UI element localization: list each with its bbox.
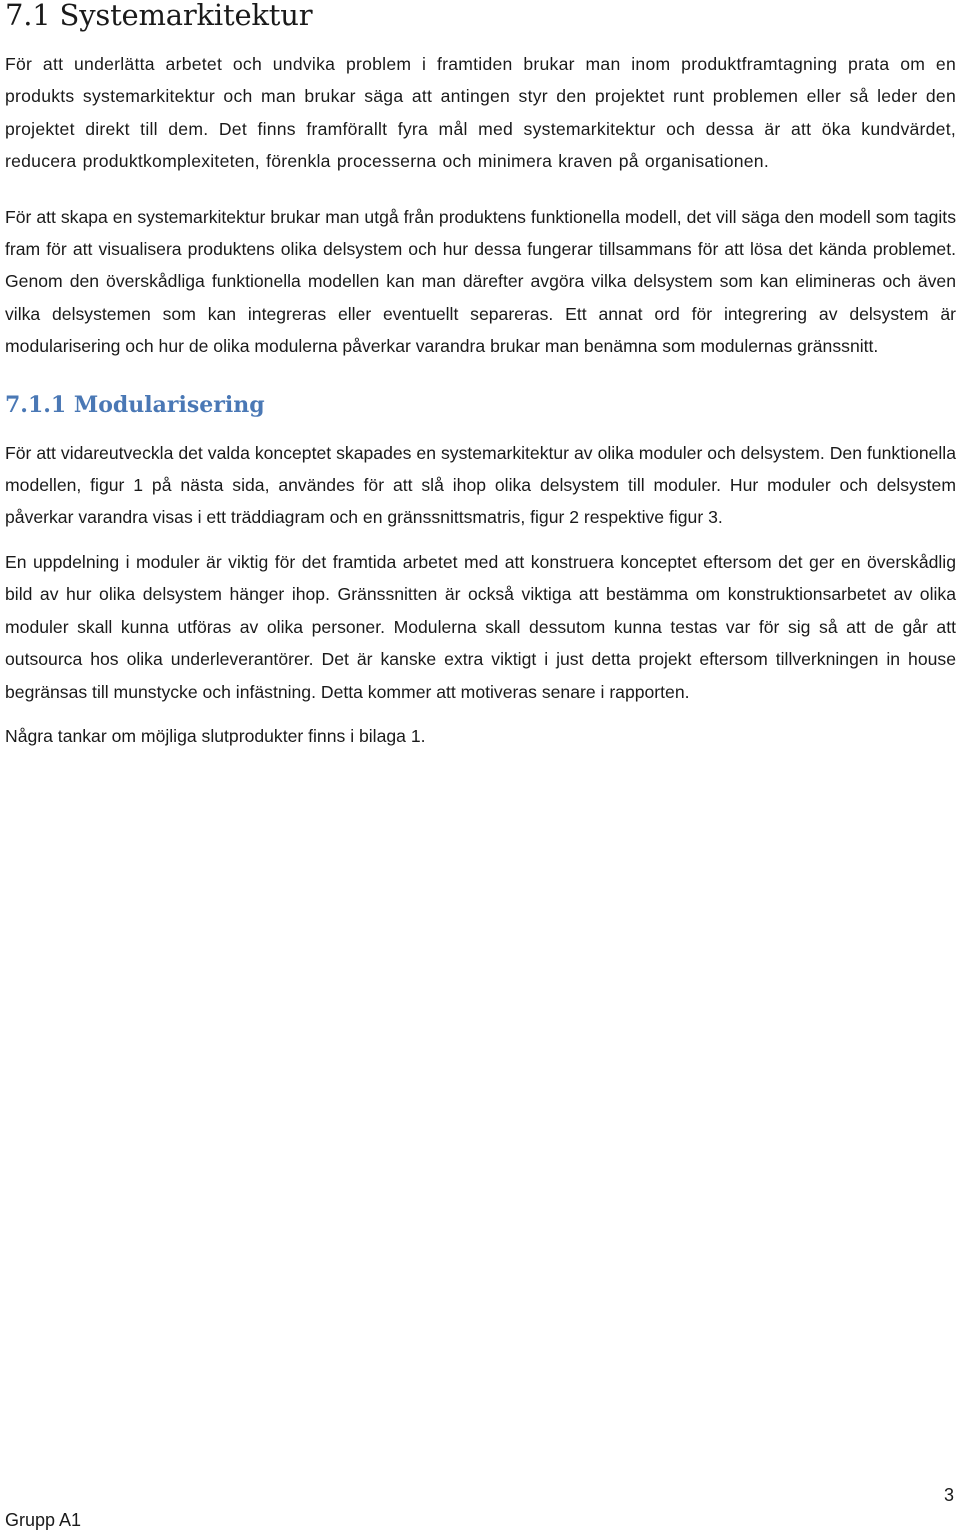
modularisering-paragraph-2: En uppdelning i moduler är viktig för det framtida arbetet med att konstruera konceptet eftersom det ger en överskådlig bild av hur olika delsystem hänger ihop. Gränssnitten är också viktiga att bestämma om konstruktionsarbetet av olika moduler skall kunna utföras av olika personer. Modulerna skall dessutom kunna testas var för sig så att de går att outsourca hos olika underleverantörer. Det är kanske extra viktigt i just detta projekt eftersom tillverkningen in house begränsas till munstycke och infästning. Detta kommer att motiveras senare i rapporten. — [5, 551, 956, 702]
modularisering-paragraph-3: Några tankar om möjliga slutprodukter finns i bilaga 1. — [5, 725, 426, 746]
intro-paragraph: För att underlätta arbetet och undvika problem i framtiden brukar man inom produktframtagning prata om en produkts systemarkitektur och man brukar säga att antingen styr den projektet runt problemen eller så leder den projektet direkt till dem. Det finns framförallt fyra mål med systemarkitektur och dessa är att öka kundvärdet, reducera produktkomplexiteten, förenkla processerna och minimera kraven på organisationen. — [5, 54, 956, 172]
subsection-heading: 7.1.1 Modularisering — [5, 391, 265, 418]
page-content — [5, 0, 956, 752]
section-heading: 7.1 Systemarkitektur — [5, 0, 313, 32]
footer-group-label: Grupp A1 — [5, 1510, 82, 1530]
modularisering-paragraph-1: För att vidareutveckla det valda konceptet skapades en systemarkitektur av olika moduler och delsystem. Den funktionella modellen, figur 1 på nästa sida, användes för att slå ihop olika delsystem till moduler. Hur moduler och delsystem påverkar varandra visas i ett träddiagram och en gränssnittsmatris, figur 2 respektive figur 3. — [5, 442, 956, 528]
systemarkitektur-paragraph: För att skapa en systemarkitektur brukar man utgå från produktens funktionella modell, det vill säga den modell som tagits fram för att visualisera produktens olika delsystem och hur dessa fungerar tillsammans för att lösa det kända problemet. Genom den överskådliga funktionella modellen kan man därefter avgöra vilka delsystem som kan elimineras och även vilka delsystemen som kan integreras eller eventuellt separeras. Ett annat ord för integrering av delsystem är modularisering och hur de olika modulerna påverkar varandra brukar man benämna som modulernas gränssnitt. — [5, 206, 956, 357]
page-number: 3 — [943, 1485, 954, 1505]
